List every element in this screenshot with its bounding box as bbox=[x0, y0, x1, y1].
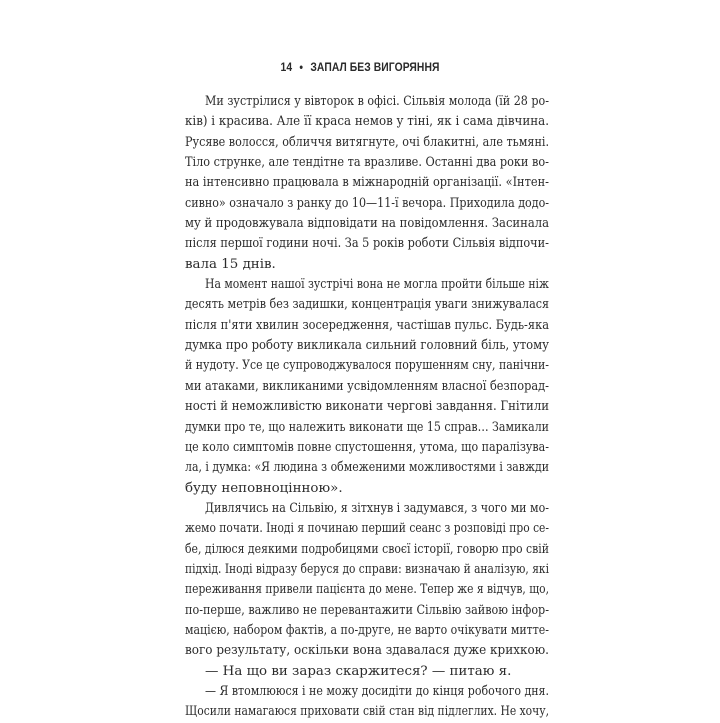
text-line: це коло симптомів повне спустошення, утома, що паралізува- bbox=[185, 439, 549, 455]
bullet-separator: • bbox=[299, 60, 304, 74]
text-line: ла, і думка: «Я людина з обмеженими можливостями і завжди bbox=[185, 460, 549, 476]
text-line: Дивлячись на Сільвію, я зітхнув і задумався, з чого ми мо- bbox=[205, 500, 549, 516]
text-line: мацією, набором фактів, а по-друге, не варто очікувати митте- bbox=[185, 622, 549, 638]
text-line: ків) і красива. Але її краса немов у тіні, як і сама дівчина. bbox=[185, 114, 549, 130]
page-number: 14 bbox=[280, 60, 293, 74]
text-line: Русяве волосся, обличчя витягнуте, очі блакитні, але тьмяні. bbox=[185, 134, 549, 150]
text-line: по-перше, важливо не перевантажити Сільвію зайвою інфор- bbox=[185, 602, 549, 618]
running-head bbox=[50, 60, 669, 74]
text-line: думки про те, що належить виконати ще 15 справ… Замикали bbox=[185, 419, 549, 435]
text-line: жемо почати. Іноді я починаю перший сеанс з розповіді про се- bbox=[185, 521, 549, 537]
text-line: сивно» означало з ранку до 10—11-ї вечора. Приходила додо- bbox=[185, 195, 549, 211]
text-line: — Я втомлююся і не можу досидіти до кінця робочого дня. bbox=[205, 683, 549, 699]
text-line: вала 15 днів. bbox=[185, 256, 276, 272]
text-line: переживання привели пацієнта до мене. Тепер же я відчув, що, bbox=[185, 582, 549, 598]
text-line: вого результату, оскільки вона здавалася дуже крихкою. bbox=[185, 643, 549, 659]
text-line: Тіло струнке, але тендітне та вразливе. Останні два роки во- bbox=[185, 155, 549, 171]
text-line: Щосили намагаюся приховати свій стан від підлеглих. Не хочу, bbox=[185, 704, 549, 720]
text-line: після першої години ночі. За 5 років роботи Сільвія відпочи- bbox=[185, 236, 549, 252]
text-line: ності й неможливістю виконати чергові завдання. Гнітили bbox=[185, 399, 549, 415]
text-line: ми атаками, викликаними усвідомленням власної безпорад- bbox=[185, 378, 549, 394]
chapter-title: ЗАПАЛ БЕЗ ВИГОРЯННЯ bbox=[310, 60, 440, 74]
text-line: десять метрів без задишки, концентрація уваги знижувалася bbox=[185, 297, 549, 313]
text-line: думка про роботу викликала сильний головний біль, утому bbox=[185, 338, 549, 354]
text-line: — На що ви зараз скаржитеся? — питаю я. bbox=[205, 663, 512, 679]
text-line: на інтенсивно працювала в міжнародній організації. «Інтен- bbox=[185, 175, 549, 191]
text-line: буду неповноцінною». bbox=[185, 480, 343, 496]
body-text bbox=[185, 92, 549, 723]
text-line: підхід. Іноді відразу беруся до справи: визначаю й аналізую, які bbox=[185, 561, 549, 577]
text-line: Ми зустрілися у вівторок в офісі. Сільвія молода (їй 28 ро- bbox=[205, 94, 549, 109]
text-line: му й продовжувала відповідати на повідомлення. Засинала bbox=[185, 216, 549, 232]
text-line: На момент нашої зустрічі вона не могла пройти більше ніж bbox=[205, 277, 549, 293]
text-line: після п'яти хвилин зосередження, частішав пульс. Будь-яка bbox=[185, 317, 549, 333]
text-line: й нудоту. Усе це супроводжувалося порушенням сну, панічни- bbox=[185, 358, 549, 374]
text-line: бе, ділюся деякими подробицями своєї історії, говорю про свій bbox=[185, 541, 549, 557]
